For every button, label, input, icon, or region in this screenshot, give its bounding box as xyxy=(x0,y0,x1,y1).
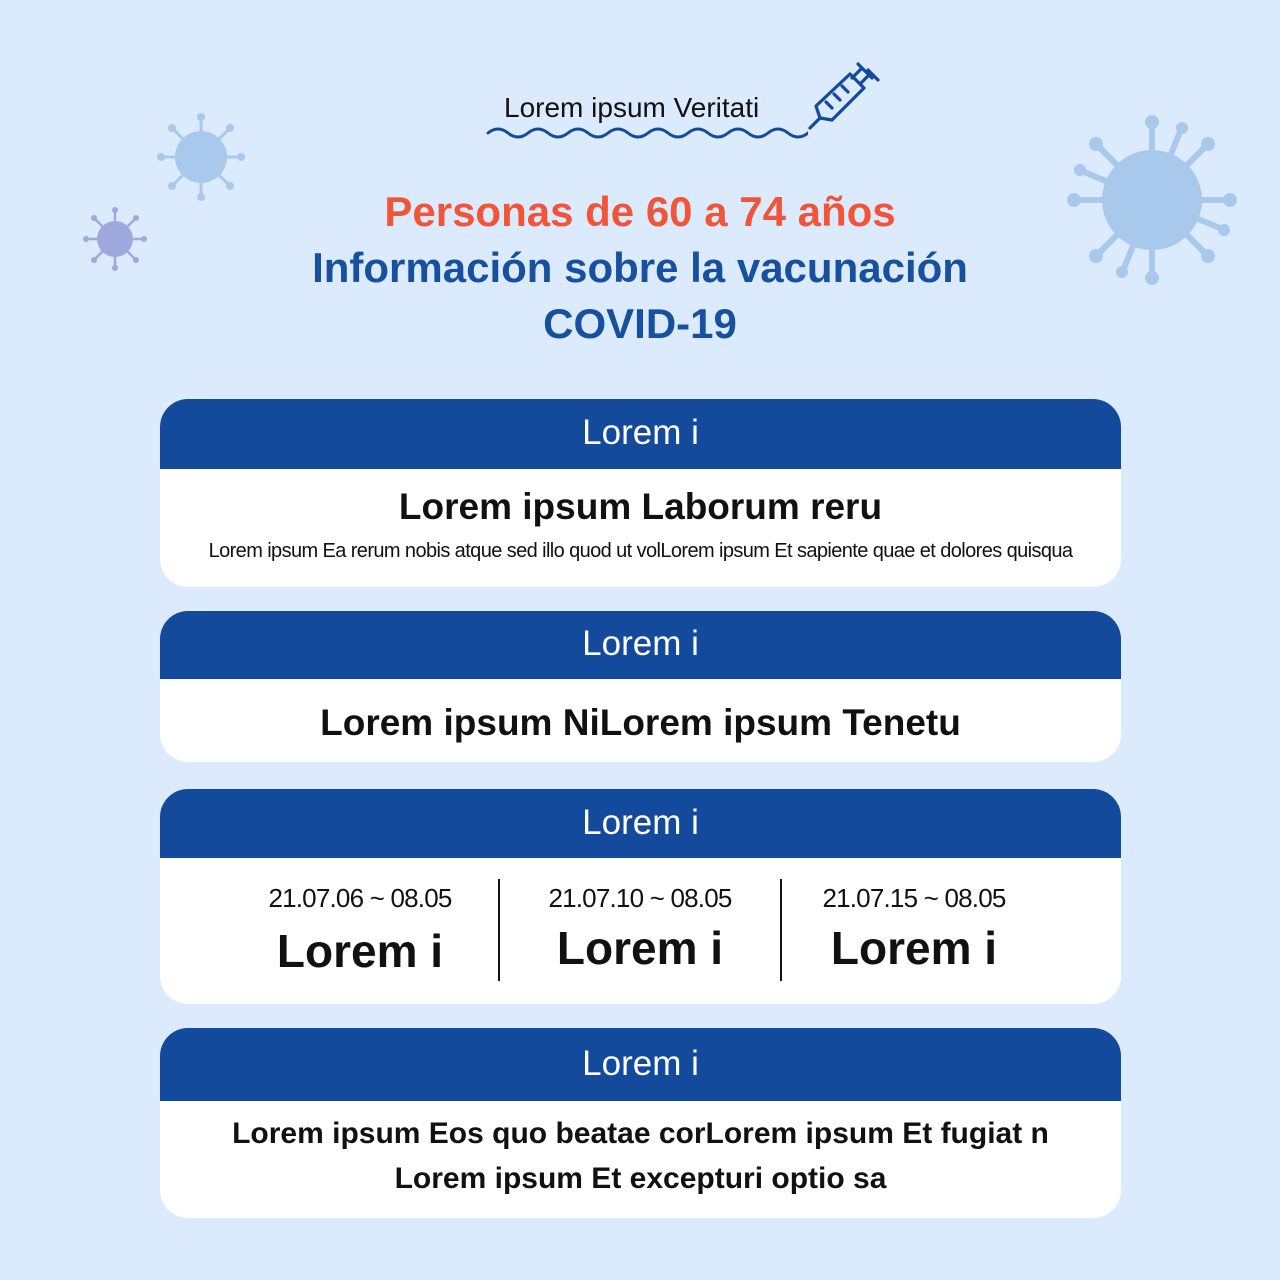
card-header: Lorem i xyxy=(160,1028,1121,1101)
schedule-label: Lorem i xyxy=(276,925,444,977)
wave-underline xyxy=(486,124,808,142)
schedule-column xyxy=(754,878,1074,988)
title-covid: COVID-19 xyxy=(543,300,737,347)
info-card-3 xyxy=(160,789,1121,1004)
card-title: Lorem ipsum NiLorem ipsum Tenetu xyxy=(320,702,961,743)
info-card-1 xyxy=(160,399,1121,587)
info-card-4 xyxy=(160,1028,1121,1218)
card-header: Lorem i xyxy=(160,789,1121,858)
brand-text: Lorem ipsum Veritati xyxy=(504,92,760,123)
card-title: Lorem ipsum Laborum reru xyxy=(398,486,883,527)
schedule-label: Lorem i xyxy=(830,922,998,974)
schedule-column xyxy=(200,878,520,988)
card-header: Lorem i xyxy=(160,399,1121,469)
schedule-date: 21.07.06 ~ 08.05 xyxy=(268,883,452,913)
schedule-label: Lorem i xyxy=(556,922,724,974)
card-text-line-2: Lorem ipsum Et excepturi optio sa xyxy=(394,1162,887,1195)
card-text-line-1: Lorem ipsum Eos quo beatae corLorem ipsum Et fugiat n xyxy=(232,1117,1049,1150)
info-card-2 xyxy=(160,611,1121,762)
syringe-icon xyxy=(806,60,882,132)
brand-header xyxy=(486,86,806,126)
card-subtitle: Lorem ipsum Ea rerum nobis atque sed illo quod ut volLorem ipsum Et sapiente quae et dolores quisqua xyxy=(208,540,1073,562)
title-vaccination-info: Información sobre la vacunación xyxy=(312,244,968,291)
schedule-date: 21.07.15 ~ 08.05 xyxy=(822,883,1006,913)
card-header: Lorem i xyxy=(160,611,1121,679)
schedule-column xyxy=(480,878,800,988)
title-age-range: Personas de 60 a 74 años xyxy=(384,188,896,235)
schedule-date: 21.07.10 ~ 08.05 xyxy=(548,883,732,913)
